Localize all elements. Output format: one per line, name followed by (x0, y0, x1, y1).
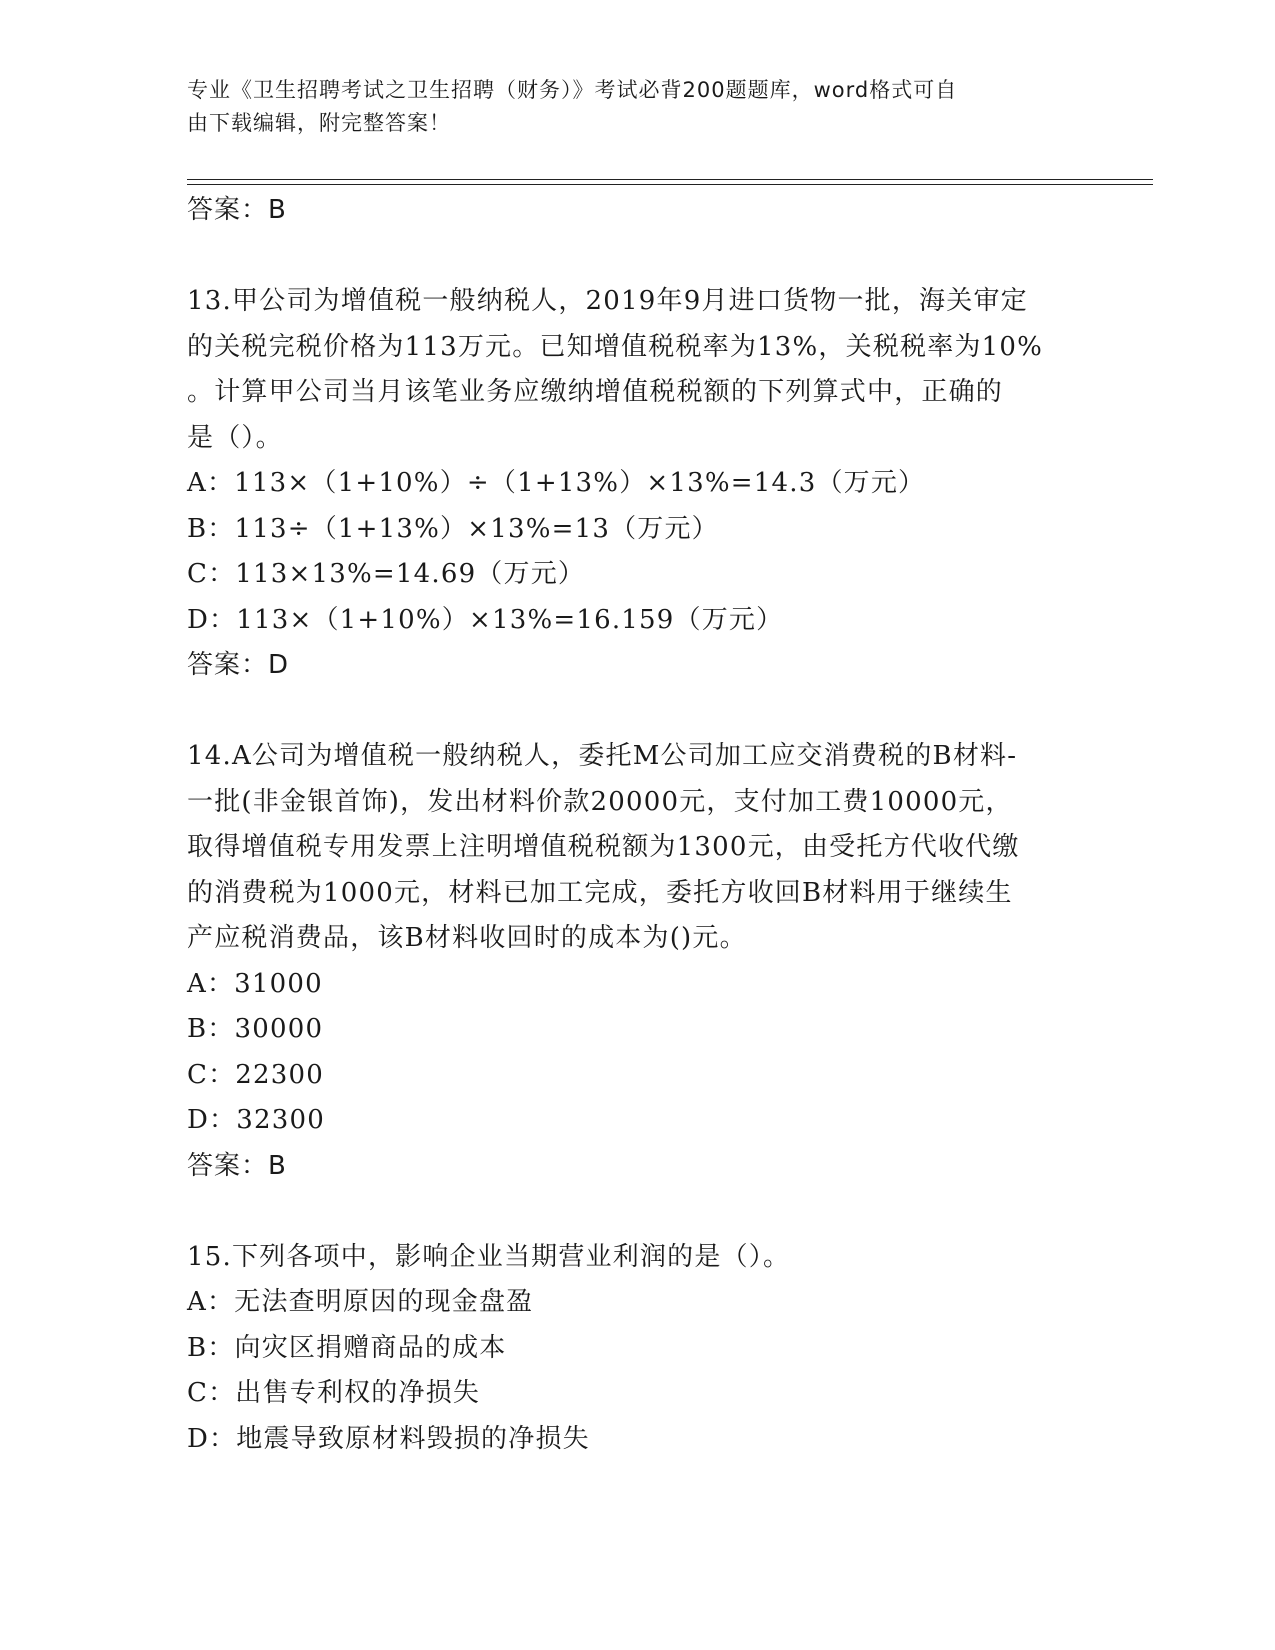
header-line: 由下载编辑，附完整答案！ (187, 111, 451, 135)
option-d: D：113×（1+10%）×13%=16.159（万元） (187, 604, 784, 635)
answer-line: 答案：B (187, 195, 287, 225)
option-a: A：无法查明原因的现金盘盈 (187, 1287, 534, 1317)
option-c: C：22300 (187, 1059, 325, 1090)
option-c: C：113×13%=14.69（万元） (187, 559, 586, 589)
spacer (187, 234, 1087, 280)
header-divider (187, 179, 1153, 180)
spacer (187, 1189, 1087, 1235)
question-stem-line: 是（）。 (187, 422, 283, 453)
option-b: B：113÷（1+13%）×13%=13（万元） (187, 513, 719, 544)
question-stem-line: 13.甲公司为增值税一般纳税人，2019年9月进口货物一批，海关审定 (187, 286, 1028, 316)
question-13 (187, 279, 1087, 689)
option-a: A：31000 (187, 968, 323, 999)
option-b: B：30000 (187, 1014, 324, 1044)
spacer (187, 689, 1087, 735)
question-stem-line: 。计算甲公司当月该笔业务应缴纳增值税税额的下列算式中，正确的 (187, 377, 1004, 407)
question-15 (187, 1235, 1087, 1463)
question-stem-line: 14.A公司为增值税一般纳税人，委托M公司加工应交消费税的B材料- (187, 741, 1018, 771)
question-stem-line: 的消费税为1000元，材料已加工完成，委托方收回B材料用于继续生 (187, 877, 1013, 908)
option-a: A：113×（1+10%）÷（1+13%）×13%=14.3（万元） (187, 468, 926, 498)
question-stem-line: 产应税消费品，该B材料收回时的成本为()元。 (187, 923, 747, 953)
option-d: D：32300 (187, 1105, 325, 1135)
question-stem-line: 取得增值税专用发票上注明增值税税额为1300元，由受托方代收代缴 (187, 832, 1020, 862)
header-divider (187, 184, 1153, 185)
document-header (187, 74, 1067, 140)
question-14 (187, 734, 1087, 1189)
option-b: B：向灾区捐赠商品的成本 (187, 1332, 507, 1363)
question-stem-line: 一批(非金银首饰)，发出材料价款20000元，支付加工费10000元， (187, 786, 1013, 817)
header-line: 专业《卫生招聘考试之卫生招聘（财务）》考试必背200题题库，word格式可自 (187, 78, 958, 102)
question-stem-line: 的关税完税价格为113万元。已知增值税税率为13%，关税税率为10% (187, 331, 1044, 362)
option-d: D：地震导致原材料毁损的净损失 (187, 1423, 590, 1454)
answer-line: 答案：B (187, 1150, 287, 1181)
answer-line: 答案：D (187, 650, 290, 680)
question-list (187, 188, 1087, 1462)
question-stem-line: 15.下列各项中，影响企业当期营业利润的是（）。 (187, 1241, 791, 1272)
option-c: C：出售专利权的净损失 (187, 1378, 481, 1408)
